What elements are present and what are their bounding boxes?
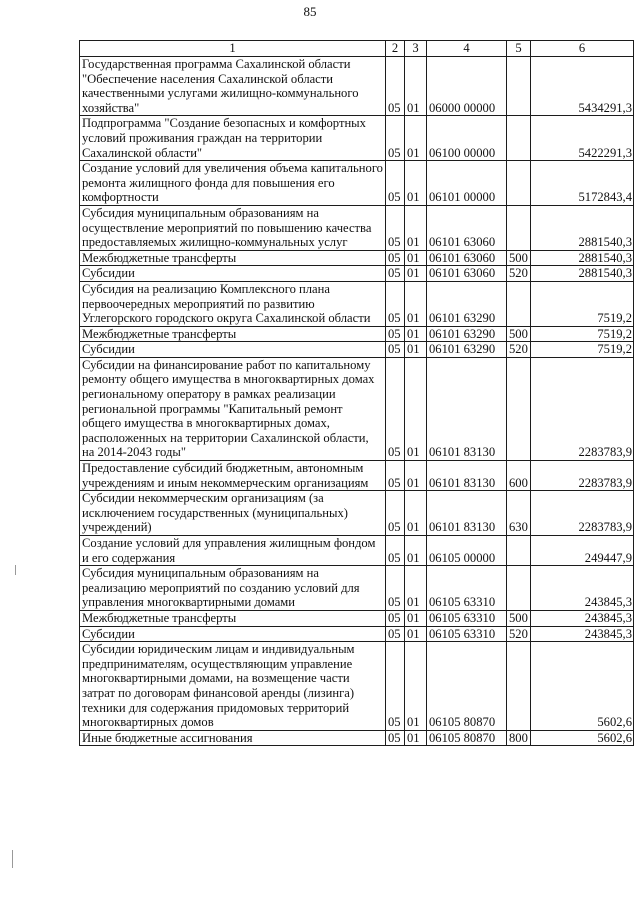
- row-target-article: 06101 83130: [427, 357, 507, 460]
- table-row: [80, 461, 634, 491]
- row-name: Субсидии: [80, 266, 386, 282]
- row-amount: 2881540,3: [531, 250, 634, 266]
- table-header-row: [80, 41, 634, 57]
- row-subsection: 01: [405, 491, 427, 536]
- row-amount: 2881540,3: [531, 205, 634, 250]
- row-subsection: 01: [405, 342, 427, 358]
- row-name: Государственная программа Сахалинской области "Обеспечение населения Сахалинской области качественными услугами жилищно-коммунального хозяйства": [80, 57, 386, 116]
- table-row: [80, 491, 634, 536]
- table-row: [80, 161, 634, 206]
- row-name: Субсидии некоммерческим организациям (за исключением государственных (муниципальных) учреждений): [80, 491, 386, 536]
- row-target-article: 06105 80870: [427, 642, 507, 731]
- row-target-article: 06101 63060: [427, 266, 507, 282]
- row-expense-type: [507, 161, 531, 206]
- row-section: 05: [386, 161, 405, 206]
- row-target-article: 06101 63290: [427, 326, 507, 342]
- row-section: 05: [386, 626, 405, 642]
- row-target-article: 06101 83130: [427, 461, 507, 491]
- row-section: 05: [386, 610, 405, 626]
- row-target-article: 06105 63310: [427, 626, 507, 642]
- scan-edge-mark: [15, 565, 16, 575]
- row-expense-type: [507, 116, 531, 161]
- row-amount: 5422291,3: [531, 116, 634, 161]
- row-amount: 2881540,3: [531, 266, 634, 282]
- row-amount: 2283783,9: [531, 491, 634, 536]
- row-target-article: 06101 63290: [427, 281, 507, 326]
- row-subsection: 01: [405, 205, 427, 250]
- row-name: Субсидии: [80, 342, 386, 358]
- row-expense-type: [507, 642, 531, 731]
- row-target-article: 06101 00000: [427, 161, 507, 206]
- row-target-article: 06105 63310: [427, 610, 507, 626]
- table-row: [80, 266, 634, 282]
- row-subsection: 01: [405, 266, 427, 282]
- row-name: Межбюджетные трансферты: [80, 610, 386, 626]
- row-amount: 5602,6: [531, 730, 634, 746]
- row-section: 05: [386, 205, 405, 250]
- row-expense-type: 800: [507, 730, 531, 746]
- row-section: 05: [386, 536, 405, 566]
- row-section: 05: [386, 730, 405, 746]
- row-name: Межбюджетные трансферты: [80, 326, 386, 342]
- row-section: 05: [386, 281, 405, 326]
- row-target-article: 06105 00000: [427, 536, 507, 566]
- row-name: Субсидия муниципальным образованиям на осуществление мероприятий по повышению качества предоставляемых жилищно-коммунальных услуг: [80, 205, 386, 250]
- table-row: [80, 205, 634, 250]
- row-subsection: 01: [405, 57, 427, 116]
- row-name: Субсидия муниципальным образованиям на реализацию мероприятий по созданию условий для управления многоквартирными домами: [80, 566, 386, 611]
- table-row: [80, 642, 634, 731]
- row-target-article: 06101 63290: [427, 342, 507, 358]
- row-amount: 2283783,9: [531, 357, 634, 460]
- row-target-article: 06100 00000: [427, 116, 507, 161]
- header-col-1: 1: [80, 41, 386, 57]
- row-expense-type: 520: [507, 342, 531, 358]
- row-name: Создание условий для увеличения объема капитального ремонта жилищного фонда для повышения его комфортности: [80, 161, 386, 206]
- row-amount: 5172843,4: [531, 161, 634, 206]
- row-subsection: 01: [405, 250, 427, 266]
- row-subsection: 01: [405, 566, 427, 611]
- row-expense-type: [507, 566, 531, 611]
- row-expense-type: 520: [507, 266, 531, 282]
- row-target-article: 06101 83130: [427, 491, 507, 536]
- row-target-article: 06000 00000: [427, 57, 507, 116]
- row-name: Иные бюджетные ассигнования: [80, 730, 386, 746]
- row-expense-type: [507, 536, 531, 566]
- table-row: [80, 281, 634, 326]
- row-amount: 2283783,9: [531, 461, 634, 491]
- table-row: [80, 342, 634, 358]
- row-subsection: 01: [405, 161, 427, 206]
- row-expense-type: 520: [507, 626, 531, 642]
- row-name: Предоставление субсидий бюджетным, автономным учреждениям и иным некоммерческим организациям: [80, 461, 386, 491]
- header-col-6: 6: [531, 41, 634, 57]
- row-expense-type: 500: [507, 610, 531, 626]
- table-row: [80, 357, 634, 460]
- row-section: 05: [386, 326, 405, 342]
- row-expense-type: [507, 281, 531, 326]
- row-section: 05: [386, 642, 405, 731]
- row-name: Субсидии: [80, 626, 386, 642]
- row-subsection: 01: [405, 281, 427, 326]
- row-section: 05: [386, 491, 405, 536]
- row-expense-type: 500: [507, 326, 531, 342]
- row-subsection: 01: [405, 730, 427, 746]
- row-expense-type: [507, 357, 531, 460]
- table-row: [80, 730, 634, 746]
- row-expense-type: 630: [507, 491, 531, 536]
- header-col-5: 5: [507, 41, 531, 57]
- row-amount: 7519,2: [531, 281, 634, 326]
- row-subsection: 01: [405, 326, 427, 342]
- page-number: 85: [303, 4, 317, 19]
- row-expense-type: [507, 57, 531, 116]
- header-col-4: 4: [427, 41, 507, 57]
- row-amount: 7519,2: [531, 326, 634, 342]
- row-amount: 249447,9: [531, 536, 634, 566]
- budget-table: [79, 40, 634, 746]
- table-row: [80, 57, 634, 116]
- row-amount: 243845,3: [531, 610, 634, 626]
- row-name: Субсидии юридическим лицам и индивидуальным предпринимателям, осуществляющим управление многоквартирными домами, на возмещение части затрат по договорам финансовой аренды (лизинга) техники для содержания придомовых территорий многоквартирных домов: [80, 642, 386, 731]
- row-section: 05: [386, 57, 405, 116]
- row-section: 05: [386, 250, 405, 266]
- row-subsection: 01: [405, 626, 427, 642]
- row-target-article: 06105 63310: [427, 566, 507, 611]
- row-name: Межбюджетные трансферты: [80, 250, 386, 266]
- row-section: 05: [386, 461, 405, 491]
- row-target-article: 06105 80870: [427, 730, 507, 746]
- row-section: 05: [386, 116, 405, 161]
- row-section: 05: [386, 266, 405, 282]
- row-target-article: 06101 63060: [427, 205, 507, 250]
- row-subsection: 01: [405, 357, 427, 460]
- row-amount: 5434291,3: [531, 57, 634, 116]
- row-name: Субсидия на реализацию Комплексного плана первоочередных мероприятий по развитию Углегорского городского округа Сахалинской области: [80, 281, 386, 326]
- row-subsection: 01: [405, 642, 427, 731]
- row-expense-type: 600: [507, 461, 531, 491]
- row-name: Создание условий для управления жилищным фондом и его содержания: [80, 536, 386, 566]
- row-expense-type: [507, 205, 531, 250]
- table-row: [80, 326, 634, 342]
- row-name: Субсидии на финансирование работ по капитальному ремонту общего имущества в многоквартирных домах региональному оператору в рамках реализации региональной программы "Капитальный ремонт общего имущества в многоквартирных домах, расположенных на территории Сахалинской области, на 2014-2043 годы": [80, 357, 386, 460]
- row-subsection: 01: [405, 116, 427, 161]
- row-subsection: 01: [405, 610, 427, 626]
- row-expense-type: 500: [507, 250, 531, 266]
- row-amount: 7519,2: [531, 342, 634, 358]
- table-row: [80, 250, 634, 266]
- row-section: 05: [386, 342, 405, 358]
- header-col-3: 3: [405, 41, 427, 57]
- table-row: [80, 626, 634, 642]
- row-amount: 243845,3: [531, 626, 634, 642]
- row-name: Подпрограмма "Создание безопасных и комфортных условий проживания граждан на территории Сахалинской области": [80, 116, 386, 161]
- row-section: 05: [386, 566, 405, 611]
- table-row: [80, 566, 634, 611]
- header-col-2: 2: [386, 41, 405, 57]
- row-target-article: 06101 63060: [427, 250, 507, 266]
- row-amount: 5602,6: [531, 642, 634, 731]
- table-row: [80, 116, 634, 161]
- row-section: 05: [386, 357, 405, 460]
- row-amount: 243845,3: [531, 566, 634, 611]
- scan-edge-mark: [12, 850, 13, 868]
- table-row: [80, 536, 634, 566]
- table-row: [80, 610, 634, 626]
- row-subsection: 01: [405, 461, 427, 491]
- row-subsection: 01: [405, 536, 427, 566]
